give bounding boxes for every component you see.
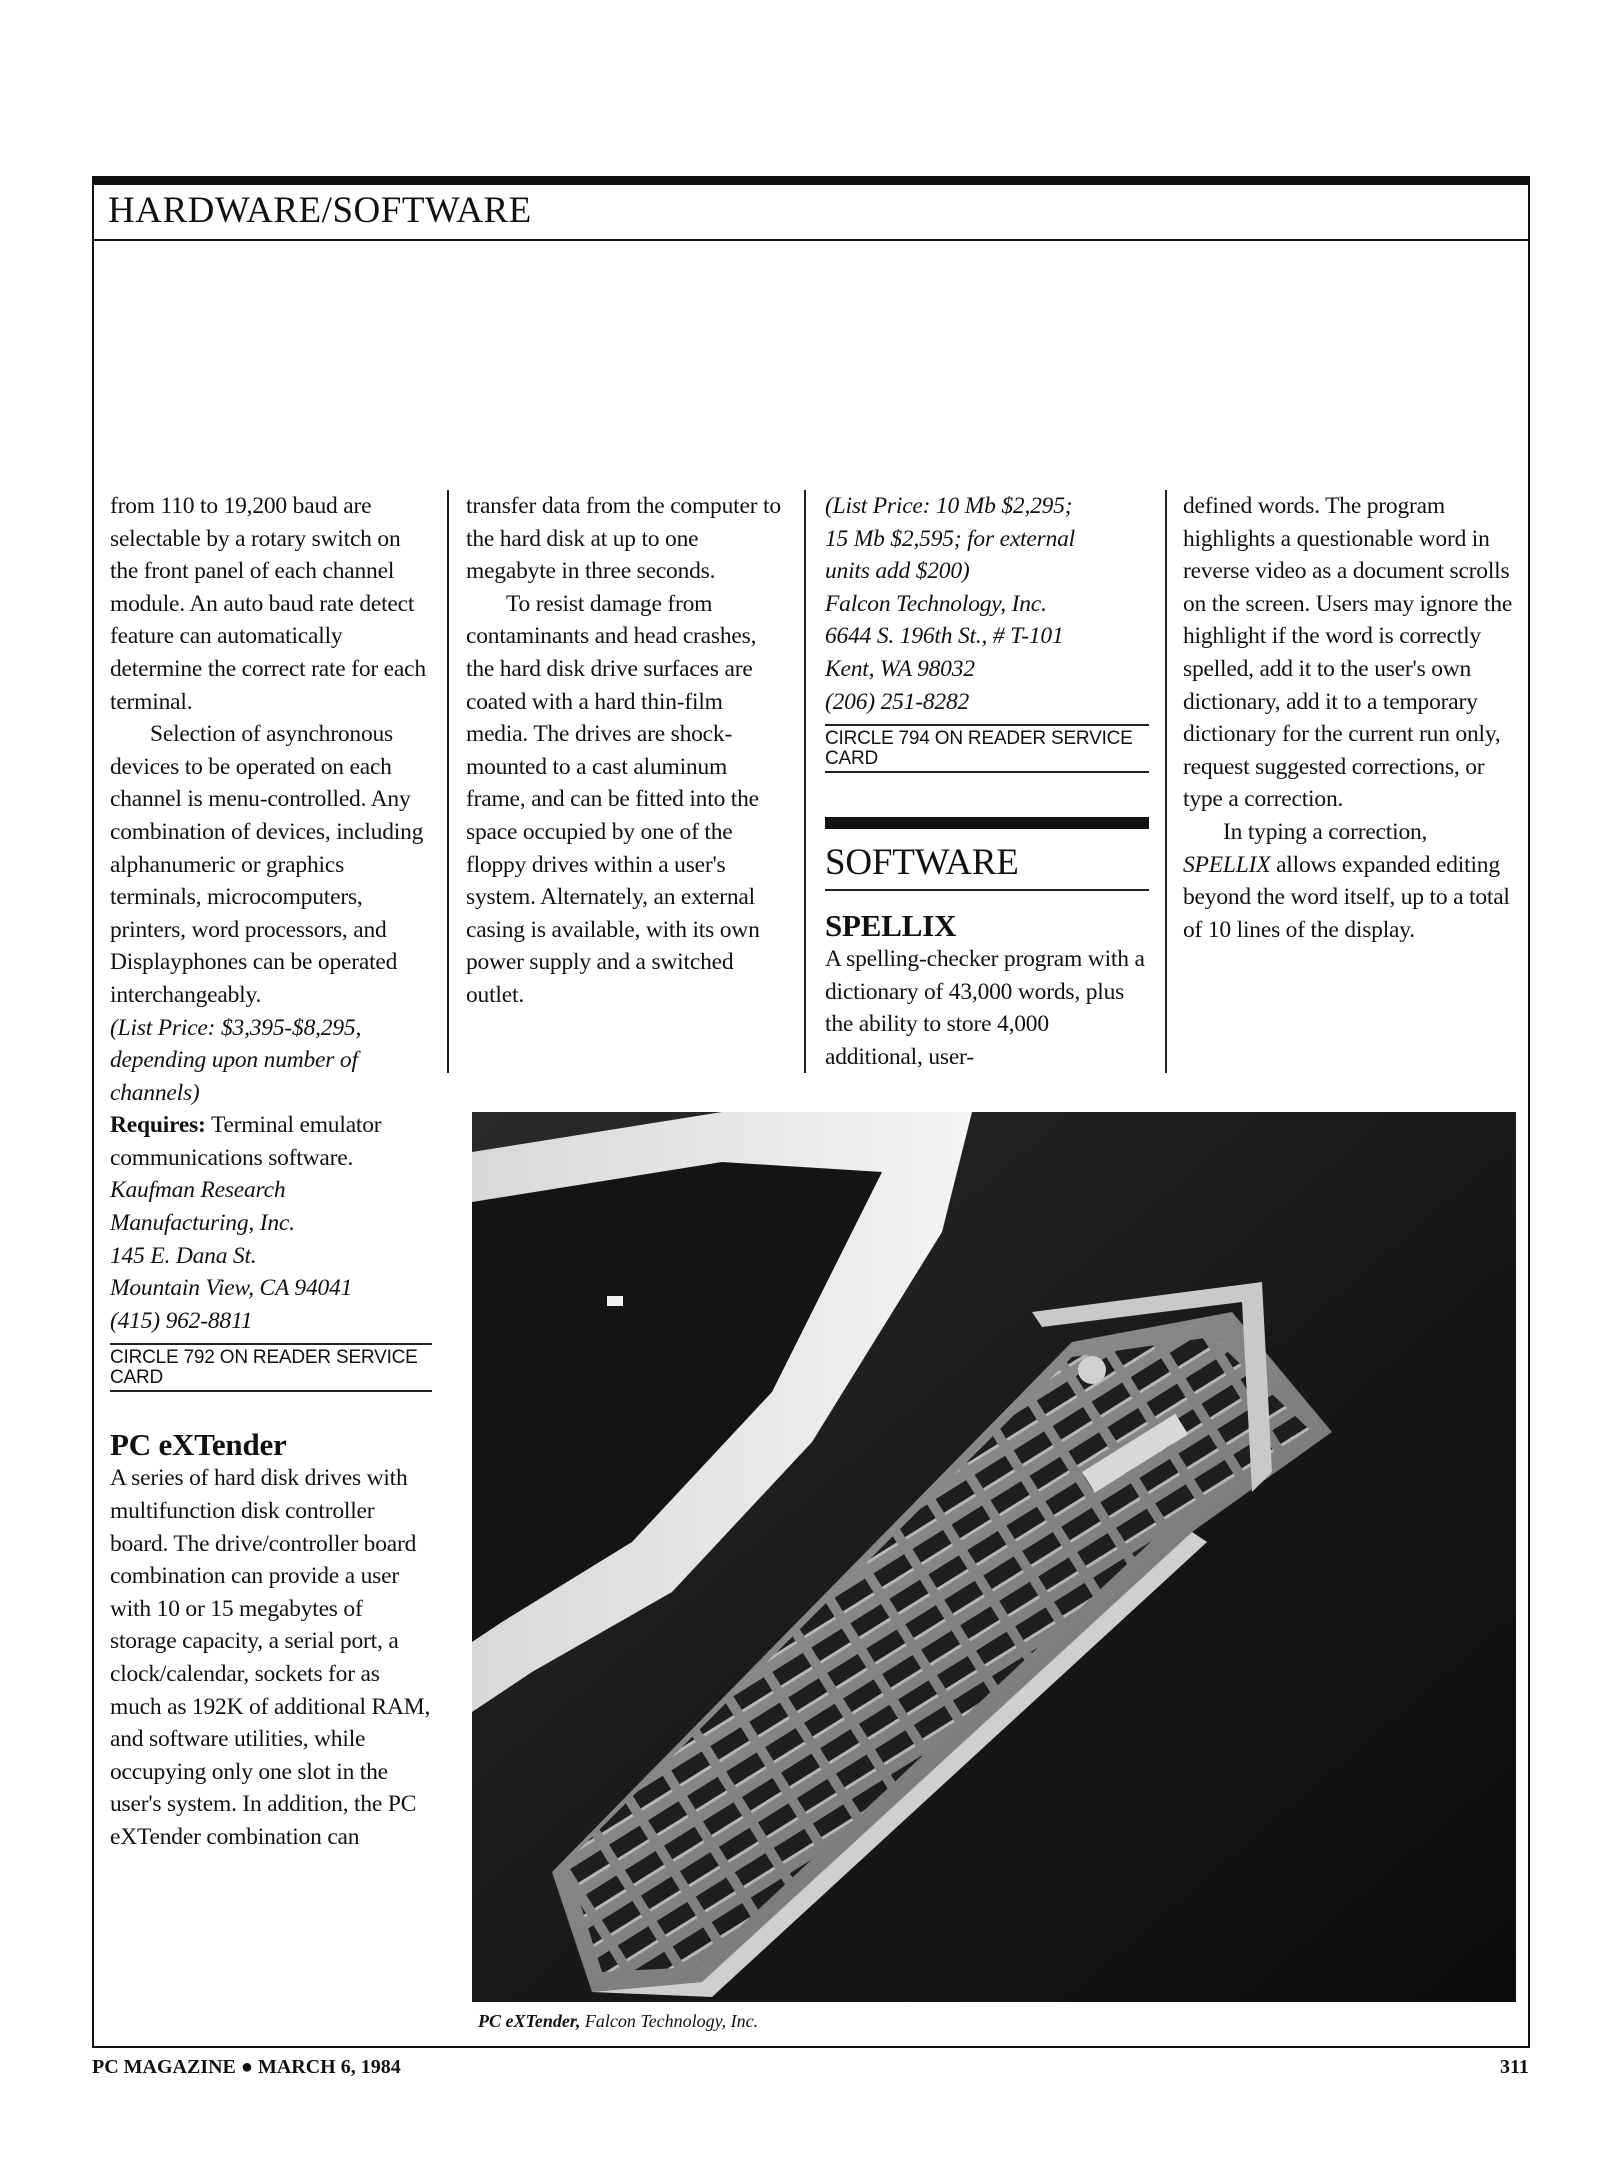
caption-product: PC eXTender, <box>478 2011 581 2031</box>
footer-publication: PC MAGAZINE ● MARCH 6, 1984 <box>92 2056 401 2078</box>
column-divider <box>1165 490 1167 1073</box>
address-line: Falcon Technology, Inc. <box>825 590 1047 617</box>
address-line: Kent, WA 98032 <box>825 655 975 682</box>
col1-price: (List Price: $3,395-$8,295, depending upon number of channels) <box>110 1014 362 1106</box>
product-title-spellix: SPELLIX <box>825 908 957 944</box>
address-line: Mountain View, CA 94041 <box>110 1275 353 1302</box>
reader-service-circle: CIRCLE 792 ON READER SERVICE CARD <box>110 1343 432 1392</box>
column-divider <box>447 490 449 1073</box>
price-line: units add $200) <box>825 558 970 585</box>
price-line: 15 Mb $2,595; for external <box>825 525 1075 552</box>
software-section-title: SOFTWARE <box>825 839 1149 891</box>
col4-paragraph-1: defined words. The program highlights a questionable word in reverse video as a document scrolls on the screen. Users may ignore the highlight if the word is correctly spelled, add it to the user's own dictionary, add it to a temporary dictionary for the current run only, request suggested corrections, or type a correction. <box>1183 493 1513 813</box>
col1-product-text: A series of hard disk drives with multifunction disk controller board. The drive/controller board combination can provide a user with 10 or 15 megabytes of storage capacity, a serial port, a clock/calendar, sockets for as much as 192K of additional RAM, and software utilities, while occupying only one slot in the user's system. In addition, the PC eXTender combination can <box>110 1465 431 1850</box>
address-line: (415) 962-8811 <box>110 1307 253 1334</box>
page-number: 311 <box>1500 2056 1529 2078</box>
product-title-pc-extender: PC eXTender <box>110 1427 287 1463</box>
column-4 <box>1183 490 1513 946</box>
col1-company-address <box>110 1174 432 1337</box>
photo-caption <box>478 2010 758 2032</box>
address-line: Kaufman Research Manufacturing, Inc. <box>110 1177 295 1237</box>
caption-company: Falcon Technology, Inc. <box>580 2011 759 2031</box>
column-1 <box>110 490 432 1854</box>
address-line: 6644 S. 196th St., # T-101 <box>825 623 1064 650</box>
price-line: (List Price: 10 Mb $2,295; <box>825 493 1073 519</box>
col3-company-address <box>825 588 1149 718</box>
address-line: (206) 251-8282 <box>825 688 970 715</box>
col4-paragraph-2: In typing a correction, SPELLIX allows expanded editing beyond the word itself, up to a total of 10 lines of the display. <box>1183 818 1510 943</box>
column-3 <box>825 490 1149 1074</box>
software-rule <box>825 817 1149 829</box>
col3-product-text: A spelling-checker program with a dictionary of 43,000 words, plus the ability to store 4,000 additional, user- <box>825 946 1145 1070</box>
col1-paragraph-2: Selection of asynchronous devices to be operated on each channel is menu-controlled. Any combination of devices, including alphanumeric or graphics terminals, microcomputers, printers, word processors, and Displayphones can be operated interchangeably. <box>110 721 424 1008</box>
column-2 <box>466 490 786 1012</box>
col2-paragraph-2: To resist damage from contaminants and head crashes, the hard disk drive surfaces are coated with a hard thin-film media. The drives are shock-mounted to a cast aluminum frame, and can be fitted into the space occupied by one of the floppy drives within a user's system. Alternately, an external casing is available, with its own power supply and a switched outlet. <box>466 590 760 1008</box>
column-divider <box>804 490 806 1073</box>
col2-paragraph-1: transfer data from the computer to the hard disk at up to one megabyte in three seconds. <box>466 493 781 585</box>
requires-label: Requires: <box>110 1112 206 1139</box>
col3-price <box>825 490 1149 588</box>
requires-text: Terminal emulator communications software. <box>110 1112 382 1171</box>
product-photo <box>472 1112 1516 2002</box>
reader-service-circle: CIRCLE 794 ON READER SERVICE CARD <box>825 724 1149 773</box>
spellix-name: SPELLIX <box>1183 851 1271 878</box>
col1-requires <box>110 1109 432 1174</box>
circuit-board-illustration <box>472 1112 1516 2002</box>
col1-paragraph-1: from 110 to 19,200 baud are selectable by a rotary switch on the front panel of each channel module. An auto baud rate detect feature can automatically determine the correct rate for each terminal. <box>110 493 426 715</box>
section-header: HARDWARE/SOFTWARE <box>92 185 1530 241</box>
address-line: 145 E. Dana St. <box>110 1242 257 1269</box>
